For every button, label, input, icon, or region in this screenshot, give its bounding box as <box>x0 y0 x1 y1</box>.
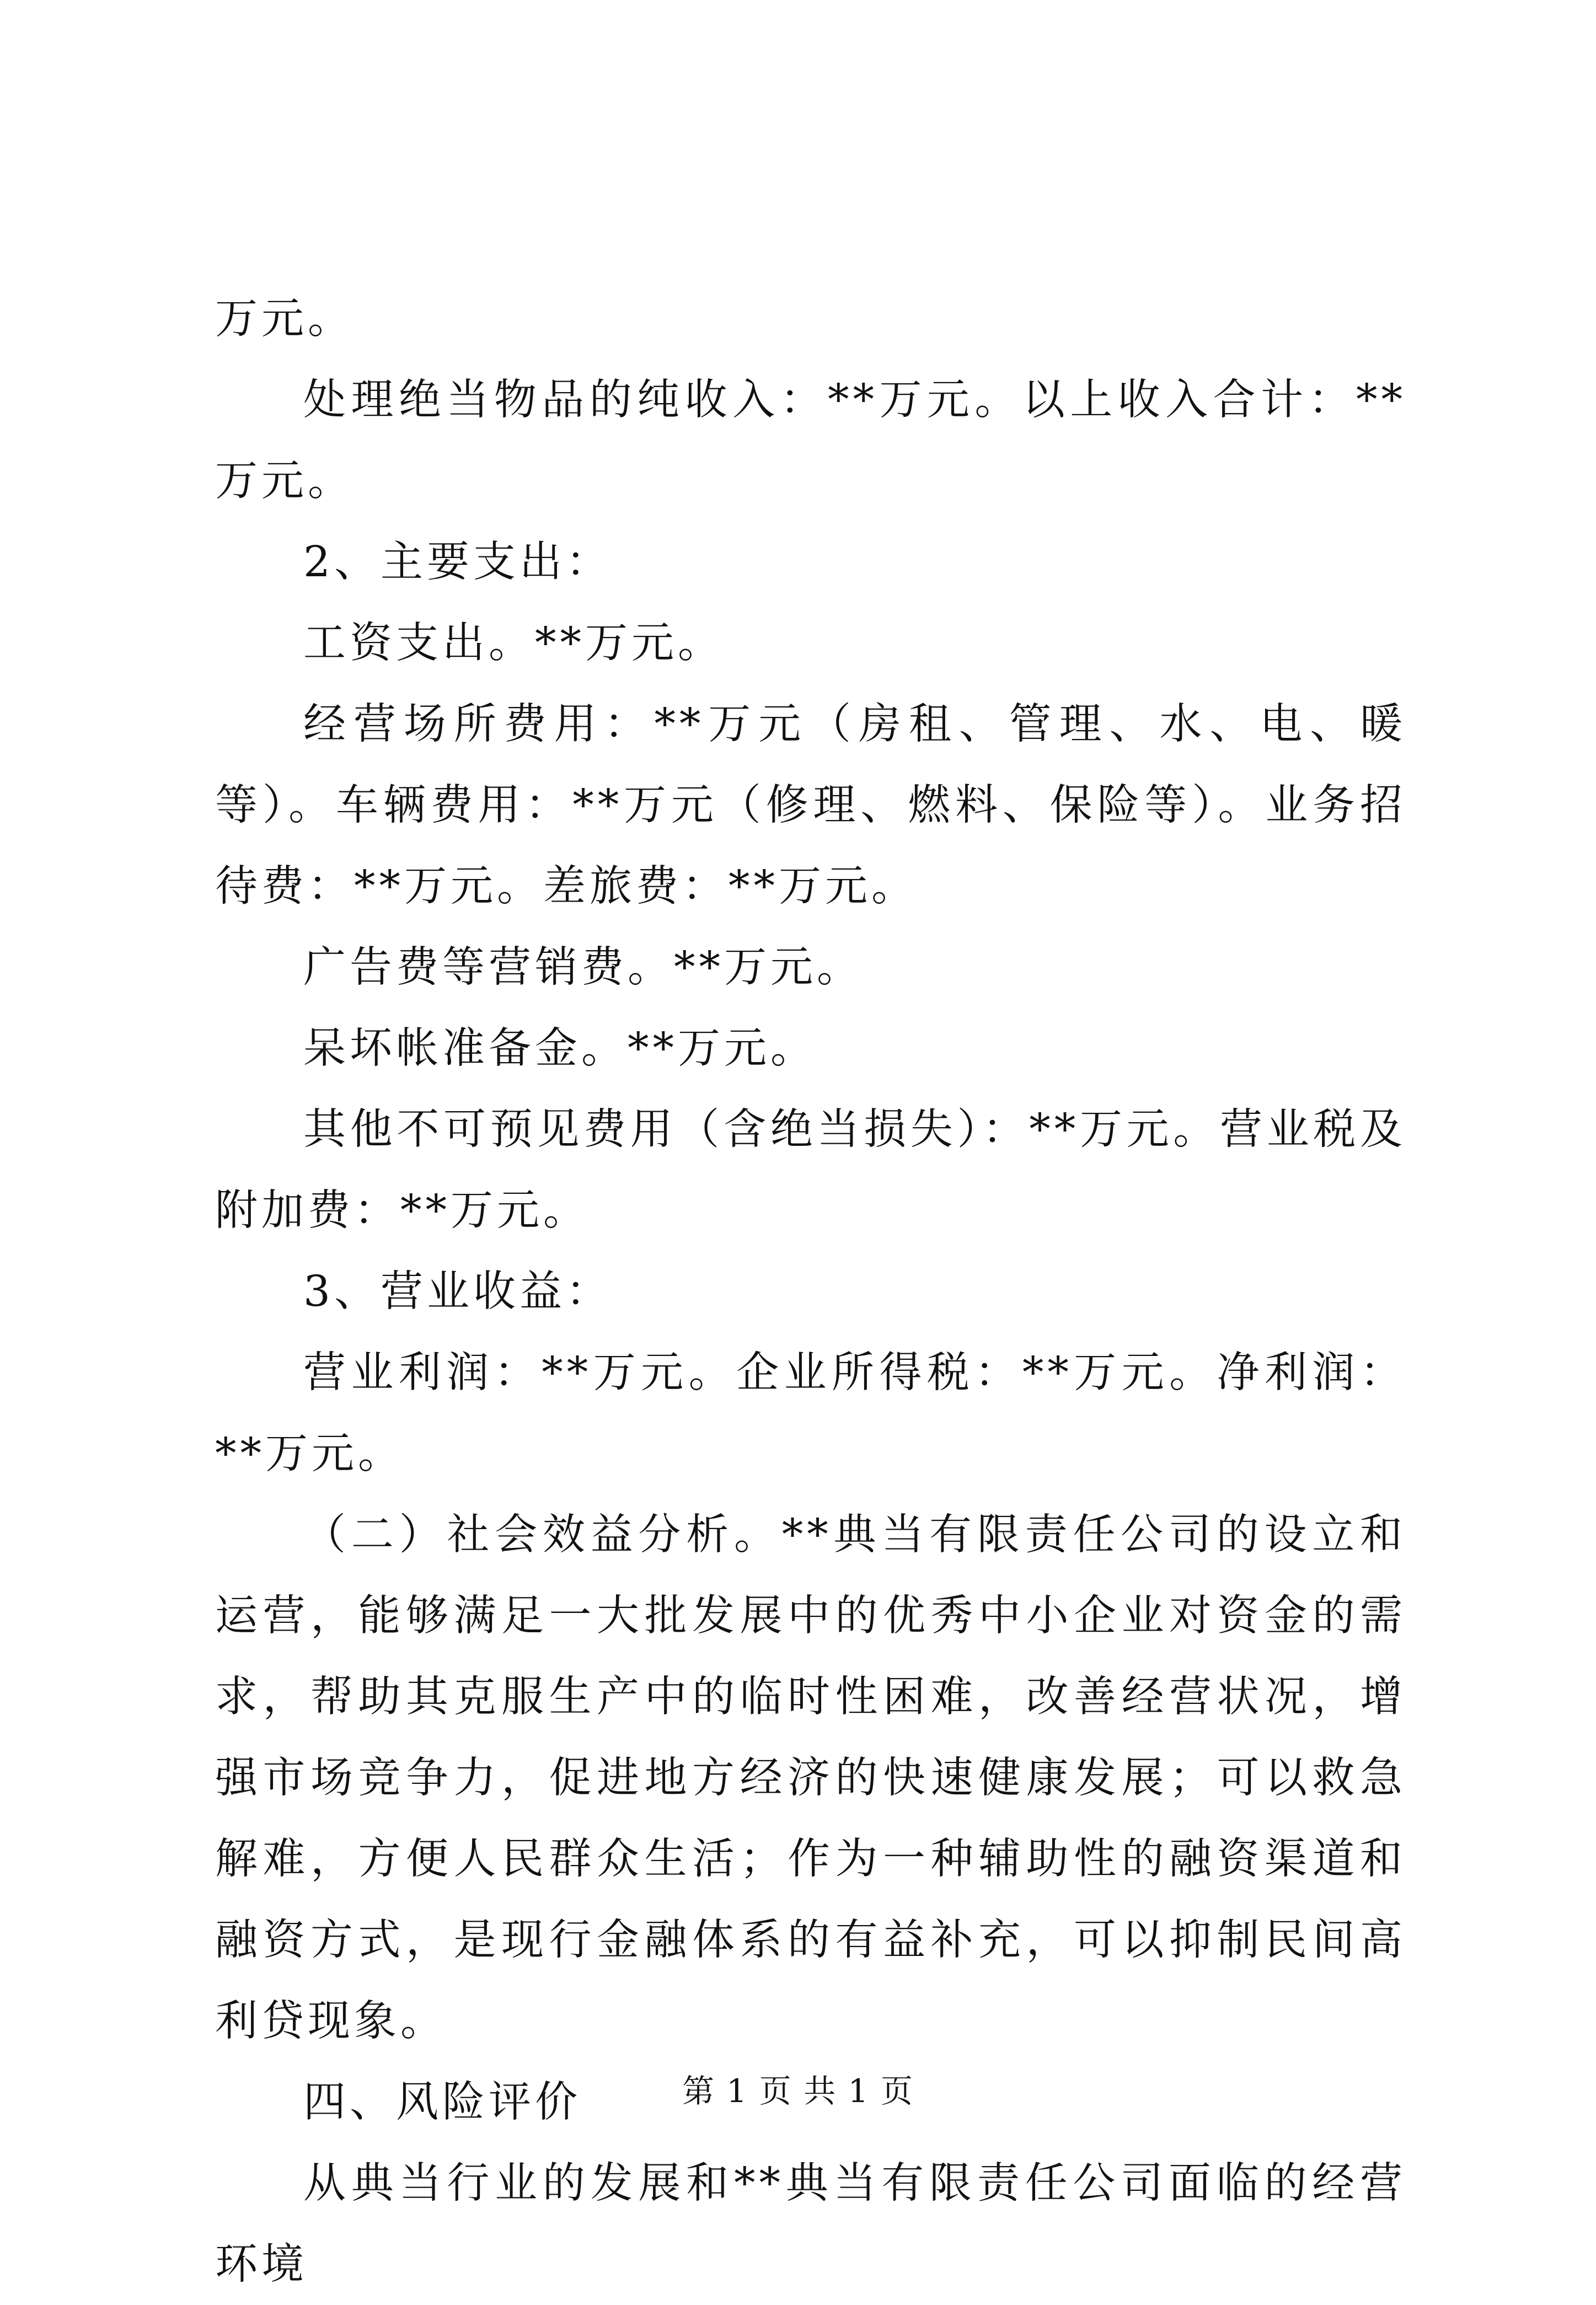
heading-risk-evaluation: 四、风险评价 <box>303 2078 581 2127</box>
paragraph-risk-introduction: 从典当行业的发展和**典当有限责任公司面临的经营环境 <box>215 2159 1406 2289</box>
paragraph-profit-summary: 营业利润：**万元。企业所得税：**万元。净利润：**万元。 <box>215 1348 1406 1478</box>
paragraph-salary-expense: 工资支出。**万元。 <box>303 619 724 668</box>
paragraph-social-benefit-analysis: （二）社会效益分析。**典当有限责任公司的设立和运营，能够满足一大批发展中的优秀中小企业对资金的需求，帮助其克服生产中的临时性困难，改善经营状况，增强市场竞争力，促进地方经济的快速健康发展；可以救急解难，方便人民群众生活；作为一种辅助性的融资渠道和融资方式，是现行金融体系的有益补充，可以抑制民间高利贷现象。 <box>215 1510 1406 2046</box>
paragraph-bad-debt-reserve: 呆坏帐准备金。**万元。 <box>303 1024 817 1073</box>
paragraph-disposal-income: 处理绝当物品的纯收入：**万元。以上收入合计：**万元。 <box>215 376 1406 506</box>
paragraph-operating-costs: 经营场所费用：**万元（房租、管理、水、电、暖等）。车辆费用：**万元（修理、燃料、保险等）。业务招待费：**万元。差旅费：**万元。 <box>215 700 1406 911</box>
page-footer <box>0 2069 1596 2113</box>
paragraph-continuation: 万元。 <box>215 294 354 344</box>
heading-main-expenses: 2、主要支出： <box>303 538 612 587</box>
paragraph-marketing-expense: 广告费等营销费。**万元。 <box>303 943 863 992</box>
paragraph-other-expenses: 其他不可预见费用（含绝当损失）：**万元。营业税及附加费：**万元。 <box>215 1105 1406 1235</box>
page-number-label: 第 1 页 共 1 页 <box>682 2072 914 2110</box>
heading-operating-income: 3、营业收益： <box>303 1267 612 1316</box>
document-body <box>215 278 1406 2305</box>
